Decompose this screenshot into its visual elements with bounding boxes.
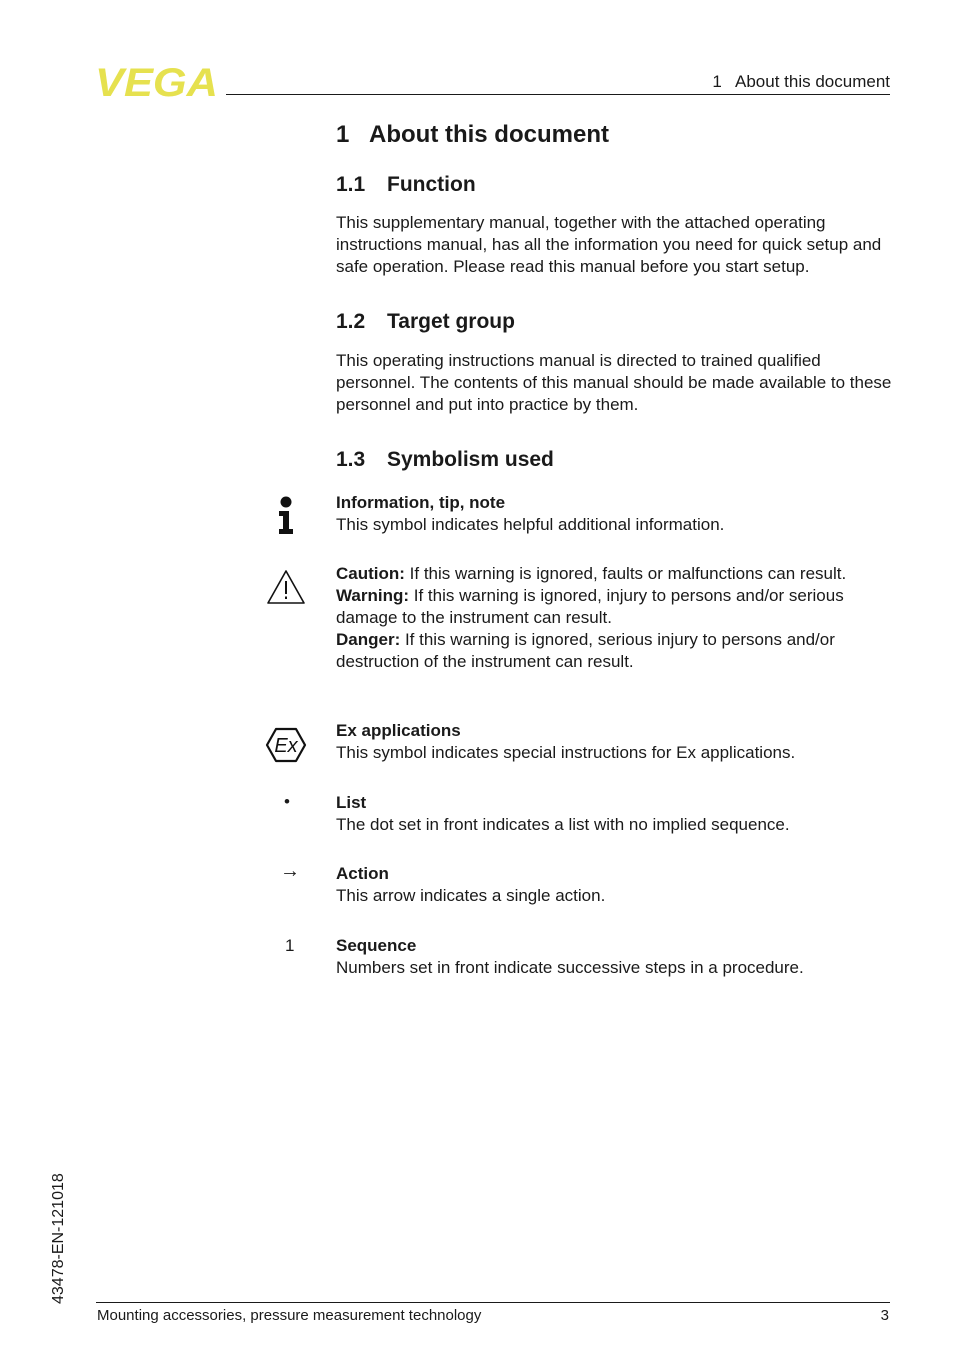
footer-rule: [96, 1302, 890, 1303]
caution-label: Caution:: [336, 564, 405, 583]
section-title: Target group: [387, 310, 515, 333]
info-description: This symbol indicates helpful additional information.: [336, 515, 725, 534]
info-title: Information, tip, note: [336, 493, 506, 512]
list-symbol-text: [336, 792, 896, 836]
list-bullet-icon: •: [284, 792, 290, 811]
warning-triangle-icon: [266, 569, 306, 605]
list-description: The dot set in front indicates a list with no implied sequence.: [336, 815, 790, 834]
running-title: 1 About this document: [712, 72, 890, 91]
sequence-number: 1: [285, 936, 295, 955]
vega-logo: [95, 64, 220, 100]
footer-title: Mounting accessories, pressure measurement technology: [97, 1307, 482, 1324]
page-number: 3: [880, 1307, 889, 1324]
ex-hexagon-icon: [265, 727, 307, 763]
warning-symbol-text: [336, 563, 896, 673]
ex-title: Ex applications: [336, 721, 461, 740]
chapter-number: 1: [336, 121, 350, 148]
warning-line: [336, 585, 896, 629]
svg-text:VEGA: VEGA: [95, 64, 218, 100]
target-group-body: This operating instructions manual is directed to trained qualified personnel. The contents of this manual should be made available to these personnel and put into practice by them.: [336, 351, 892, 414]
warning-text: If this warning is ignored, injury to persons and/or serious damage to the instrument can result.: [336, 586, 844, 627]
danger-text: If this warning is ignored, serious injury to persons and/or destruction of the instrument can result.: [336, 630, 835, 671]
section-number: 1.3: [336, 448, 366, 471]
chapter-heading: [336, 121, 609, 149]
section-title: Symbolism used: [387, 448, 554, 471]
function-body: This supplementary manual, together with the attached operating instructions manual, has all the information you need for quick setup and safe operation. Please read this manual before you start setup.: [336, 213, 882, 276]
section-number: 1.1: [336, 173, 366, 196]
danger-line: [336, 629, 896, 673]
document-code: 43478-EN-121018: [50, 1173, 67, 1304]
warning-label: Warning:: [336, 586, 410, 605]
section-heading-symbolism: [336, 448, 554, 472]
section-number: 1.2: [336, 310, 366, 333]
chapter-title: About this document: [369, 121, 609, 148]
caution-line: [336, 563, 896, 585]
section-heading-target-group: [336, 310, 515, 334]
info-symbol-text: [336, 492, 896, 536]
danger-label: Danger:: [336, 630, 401, 649]
svg-text:Ex: Ex: [274, 735, 298, 757]
action-symbol-text: [336, 863, 896, 907]
ex-symbol-text: [336, 720, 896, 764]
info-icon: [276, 496, 296, 536]
list-title: List: [336, 793, 367, 812]
arrow-right-icon: →: [280, 860, 300, 882]
sequence-symbol-text: [336, 935, 896, 979]
section-title: Function: [387, 173, 476, 196]
action-title: Action: [336, 864, 389, 883]
ex-description: This symbol indicates special instructions for Ex applications.: [336, 743, 796, 762]
sequence-title: Sequence: [336, 936, 417, 955]
action-description: This arrow indicates a single action.: [336, 886, 606, 905]
header-rule: [226, 94, 890, 95]
caution-text: If this warning is ignored, faults or malfunctions can result.: [404, 564, 847, 583]
section-heading-function: [336, 173, 476, 197]
sequence-description: Numbers set in front indicate successive steps in a procedure.: [336, 958, 804, 977]
